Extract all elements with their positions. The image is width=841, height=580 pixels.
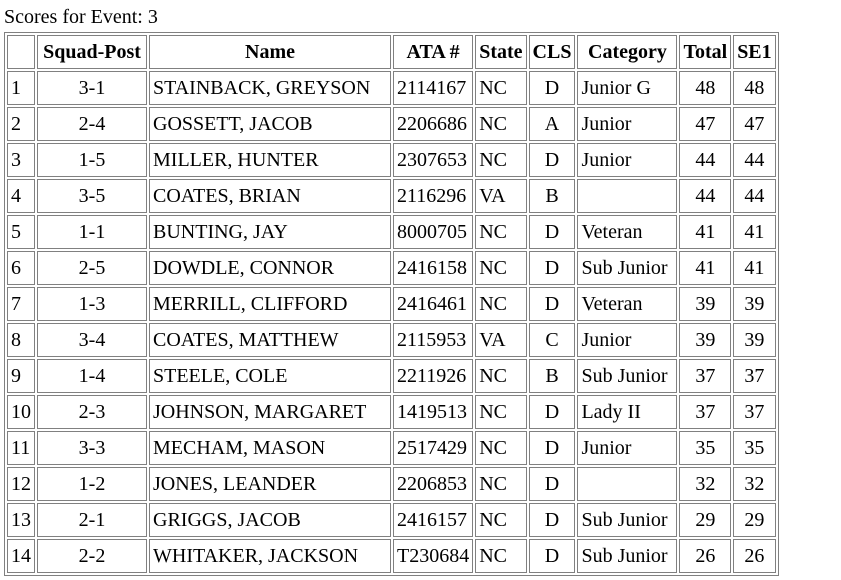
cell-ata-number: 2211926 bbox=[393, 359, 473, 393]
cell-squad-post: 3-1 bbox=[37, 71, 147, 105]
cell-class: A bbox=[529, 107, 576, 141]
column-header-name: Name bbox=[149, 35, 391, 69]
column-header-class: CLS bbox=[529, 35, 576, 69]
cell-squad-post: 1-4 bbox=[37, 359, 147, 393]
table-row bbox=[7, 215, 776, 249]
cell-squad-post: 1-5 bbox=[37, 143, 147, 177]
cell-state: NC bbox=[475, 143, 526, 177]
table-row bbox=[7, 539, 776, 573]
cell-total: 32 bbox=[679, 467, 731, 501]
cell-category: Sub Junior bbox=[577, 503, 677, 537]
cell-total: 26 bbox=[679, 539, 731, 573]
cell-category: Lady II bbox=[577, 395, 677, 429]
table-row bbox=[7, 143, 776, 177]
cell-state: NC bbox=[475, 359, 526, 393]
cell-total: 37 bbox=[679, 395, 731, 429]
cell-name: GOSSETT, JACOB bbox=[149, 107, 391, 141]
cell-name: COATES, BRIAN bbox=[149, 179, 391, 213]
cell-ata-number: 1419513 bbox=[393, 395, 473, 429]
cell-ata-number: 8000705 bbox=[393, 215, 473, 249]
table-body bbox=[7, 71, 776, 573]
cell-rank: 5 bbox=[7, 215, 35, 249]
cell-category: Junior G bbox=[577, 71, 677, 105]
cell-rank: 14 bbox=[7, 539, 35, 573]
cell-total: 37 bbox=[679, 359, 731, 393]
cell-se1: 37 bbox=[733, 395, 775, 429]
cell-rank: 11 bbox=[7, 431, 35, 465]
cell-total: 44 bbox=[679, 179, 731, 213]
cell-ata-number: T230684 bbox=[393, 539, 473, 573]
cell-squad-post: 1-3 bbox=[37, 287, 147, 321]
cell-se1: 48 bbox=[733, 71, 775, 105]
cell-name: JOHNSON, MARGARET bbox=[149, 395, 391, 429]
cell-name: BUNTING, JAY bbox=[149, 215, 391, 249]
cell-se1: 29 bbox=[733, 503, 775, 537]
cell-squad-post: 3-5 bbox=[37, 179, 147, 213]
cell-se1: 47 bbox=[733, 107, 775, 141]
cell-class: D bbox=[529, 467, 576, 501]
column-header-state: State bbox=[475, 35, 526, 69]
cell-state: NC bbox=[475, 107, 526, 141]
column-header-total: Total bbox=[679, 35, 731, 69]
cell-total: 44 bbox=[679, 143, 731, 177]
scores-table bbox=[4, 32, 779, 576]
table-row bbox=[7, 107, 776, 141]
table-row bbox=[7, 395, 776, 429]
cell-name: GRIGGS, JACOB bbox=[149, 503, 391, 537]
cell-state: NC bbox=[475, 539, 526, 573]
cell-rank: 1 bbox=[7, 71, 35, 105]
cell-total: 39 bbox=[679, 287, 731, 321]
cell-ata-number: 2416157 bbox=[393, 503, 473, 537]
cell-state: VA bbox=[475, 323, 526, 357]
cell-category: Sub Junior bbox=[577, 251, 677, 285]
cell-class: C bbox=[529, 323, 576, 357]
cell-rank: 7 bbox=[7, 287, 35, 321]
column-header-squad-post: Squad-Post bbox=[37, 35, 147, 69]
cell-se1: 39 bbox=[733, 287, 775, 321]
table-header-row bbox=[7, 35, 776, 69]
cell-category: Veteran bbox=[577, 215, 677, 249]
table-row bbox=[7, 323, 776, 357]
cell-state: NC bbox=[475, 71, 526, 105]
table-row bbox=[7, 359, 776, 393]
cell-rank: 13 bbox=[7, 503, 35, 537]
cell-class: D bbox=[529, 503, 576, 537]
cell-ata-number: 2115953 bbox=[393, 323, 473, 357]
cell-squad-post: 2-1 bbox=[37, 503, 147, 537]
cell-category: Sub Junior bbox=[577, 539, 677, 573]
cell-squad-post: 2-3 bbox=[37, 395, 147, 429]
cell-name: STAINBACK, GREYSON bbox=[149, 71, 391, 105]
cell-ata-number: 2416158 bbox=[393, 251, 473, 285]
cell-class: B bbox=[529, 359, 576, 393]
table-row bbox=[7, 251, 776, 285]
cell-ata-number: 2416461 bbox=[393, 287, 473, 321]
cell-name: MECHAM, MASON bbox=[149, 431, 391, 465]
cell-rank: 9 bbox=[7, 359, 35, 393]
column-header-category: Category bbox=[577, 35, 677, 69]
column-header-rank bbox=[7, 35, 35, 69]
cell-name: MERRILL, CLIFFORD bbox=[149, 287, 391, 321]
cell-category: Junior bbox=[577, 431, 677, 465]
cell-squad-post: 3-4 bbox=[37, 323, 147, 357]
cell-se1: 37 bbox=[733, 359, 775, 393]
cell-category: Junior bbox=[577, 107, 677, 141]
cell-name: STEELE, COLE bbox=[149, 359, 391, 393]
cell-state: NC bbox=[475, 251, 526, 285]
cell-total: 41 bbox=[679, 215, 731, 249]
cell-squad-post: 2-5 bbox=[37, 251, 147, 285]
cell-state: NC bbox=[475, 395, 526, 429]
cell-name: MILLER, HUNTER bbox=[149, 143, 391, 177]
cell-state: NC bbox=[475, 503, 526, 537]
cell-name: JONES, LEANDER bbox=[149, 467, 391, 501]
cell-se1: 41 bbox=[733, 215, 775, 249]
cell-name: DOWDLE, CONNOR bbox=[149, 251, 391, 285]
cell-class: B bbox=[529, 179, 576, 213]
column-header-se1: SE1 bbox=[733, 35, 775, 69]
cell-state: NC bbox=[475, 215, 526, 249]
cell-total: 41 bbox=[679, 251, 731, 285]
table-row bbox=[7, 467, 776, 501]
cell-rank: 3 bbox=[7, 143, 35, 177]
cell-rank: 8 bbox=[7, 323, 35, 357]
cell-ata-number: 2114167 bbox=[393, 71, 473, 105]
table-row bbox=[7, 71, 776, 105]
cell-state: NC bbox=[475, 467, 526, 501]
cell-category bbox=[577, 467, 677, 501]
table-caption: Scores for Event: 3 bbox=[4, 6, 158, 28]
cell-rank: 6 bbox=[7, 251, 35, 285]
cell-class: D bbox=[529, 143, 576, 177]
cell-category: Veteran bbox=[577, 287, 677, 321]
cell-class: D bbox=[529, 251, 576, 285]
cell-total: 39 bbox=[679, 323, 731, 357]
cell-class: D bbox=[529, 71, 576, 105]
cell-se1: 32 bbox=[733, 467, 775, 501]
cell-total: 47 bbox=[679, 107, 731, 141]
cell-se1: 44 bbox=[733, 179, 775, 213]
cell-se1: 39 bbox=[733, 323, 775, 357]
cell-ata-number: 2206853 bbox=[393, 467, 473, 501]
cell-category: Junior bbox=[577, 143, 677, 177]
cell-rank: 12 bbox=[7, 467, 35, 501]
cell-total: 48 bbox=[679, 71, 731, 105]
cell-total: 35 bbox=[679, 431, 731, 465]
cell-ata-number: 2116296 bbox=[393, 179, 473, 213]
cell-category: Sub Junior bbox=[577, 359, 677, 393]
cell-class: D bbox=[529, 287, 576, 321]
table-row bbox=[7, 179, 776, 213]
cell-class: D bbox=[529, 539, 576, 573]
table-row bbox=[7, 503, 776, 537]
cell-category bbox=[577, 179, 677, 213]
cell-rank: 10 bbox=[7, 395, 35, 429]
cell-category: Junior bbox=[577, 323, 677, 357]
cell-ata-number: 2206686 bbox=[393, 107, 473, 141]
cell-total: 29 bbox=[679, 503, 731, 537]
cell-class: D bbox=[529, 431, 576, 465]
column-header-ata-number: ATA # bbox=[393, 35, 473, 69]
cell-squad-post: 2-2 bbox=[37, 539, 147, 573]
cell-se1: 35 bbox=[733, 431, 775, 465]
cell-name: COATES, MATTHEW bbox=[149, 323, 391, 357]
cell-name: WHITAKER, JACKSON bbox=[149, 539, 391, 573]
cell-squad-post: 2-4 bbox=[37, 107, 147, 141]
cell-se1: 26 bbox=[733, 539, 775, 573]
cell-rank: 2 bbox=[7, 107, 35, 141]
cell-state: VA bbox=[475, 179, 526, 213]
cell-se1: 41 bbox=[733, 251, 775, 285]
cell-class: D bbox=[529, 395, 576, 429]
table-row bbox=[7, 431, 776, 465]
cell-squad-post: 3-3 bbox=[37, 431, 147, 465]
cell-state: NC bbox=[475, 287, 526, 321]
cell-ata-number: 2307653 bbox=[393, 143, 473, 177]
table-row bbox=[7, 287, 776, 321]
cell-squad-post: 1-2 bbox=[37, 467, 147, 501]
cell-se1: 44 bbox=[733, 143, 775, 177]
cell-state: NC bbox=[475, 431, 526, 465]
cell-class: D bbox=[529, 215, 576, 249]
cell-squad-post: 1-1 bbox=[37, 215, 147, 249]
cell-rank: 4 bbox=[7, 179, 35, 213]
cell-ata-number: 2517429 bbox=[393, 431, 473, 465]
